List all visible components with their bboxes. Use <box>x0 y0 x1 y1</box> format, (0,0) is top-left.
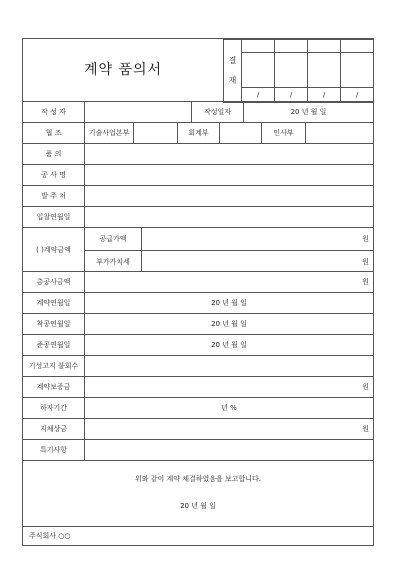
penalty-field[interactable] <box>85 419 373 439</box>
dept-hr: 인사부 <box>261 123 305 143</box>
start-date-label: 착공연월일 <box>23 314 85 334</box>
total-amount-field[interactable] <box>85 272 373 292</box>
company-row <box>23 526 373 545</box>
dept-accounting: 회계부 <box>177 123 219 143</box>
item-field[interactable] <box>85 144 373 164</box>
dept-technology: 기술사업본부 <box>88 129 130 137</box>
write-date-field[interactable]: 20 년 월 일 <box>243 102 373 122</box>
dept-technology-sign[interactable] <box>133 123 177 143</box>
row-bid-date <box>23 206 373 227</box>
project-label: 공 사 명 <box>23 165 85 185</box>
approval-header-cell <box>308 40 341 53</box>
approval-sign-cell[interactable] <box>275 53 308 88</box>
vat-field[interactable] <box>141 250 373 272</box>
contract-date-field[interactable]: 20 년 월 일 <box>211 299 247 307</box>
company-name: 주식회사 ○○ <box>29 532 71 540</box>
report-statement-block <box>23 460 373 526</box>
row-completion-date <box>23 334 373 355</box>
start-date-field[interactable]: 20 년 월 일 <box>211 320 247 328</box>
approval-header-cell <box>275 40 308 53</box>
row-total-amount <box>23 271 373 292</box>
approval-date-cell[interactable]: / <box>275 88 308 103</box>
row-penalty <box>23 418 373 439</box>
write-date-label: 작성일자 <box>191 102 243 122</box>
progress-count-field[interactable] <box>85 356 373 376</box>
approval-label: 결 재 <box>224 40 242 103</box>
row-deposit <box>23 376 373 397</box>
dept-accounting-sign[interactable] <box>219 123 261 143</box>
approval-date-cell[interactable]: / <box>242 88 275 103</box>
penalty-unit: 원 <box>362 425 369 433</box>
row-progress-count <box>23 355 373 376</box>
deposit-unit: 원 <box>362 383 369 391</box>
dept-hr-sign[interactable] <box>305 123 373 143</box>
penalty-label: 지체상금 <box>23 419 85 439</box>
supply-price-unit: 원 <box>362 235 369 243</box>
completion-date-field[interactable]: 20 년 월 일 <box>211 341 247 349</box>
contract-approval-form <box>22 38 374 546</box>
progress-count-label: 기성고지 불회수 <box>23 356 85 376</box>
writer-field[interactable] <box>85 102 191 122</box>
cooperation-label: 협 조 <box>23 123 85 143</box>
report-statement: 위와 같이 계약 체결하였음을 보고합니다. <box>134 475 262 483</box>
total-amount-label: 총공사금액 <box>23 272 85 292</box>
notes-label: 특기사항 <box>23 440 85 460</box>
row-client <box>23 185 373 206</box>
row-contract-amount <box>23 227 373 271</box>
approval-sign-cell[interactable] <box>242 53 275 88</box>
approval-header-cell <box>341 40 374 53</box>
row-warranty <box>23 397 373 418</box>
approval-grid <box>223 39 374 103</box>
client-field[interactable] <box>85 186 373 206</box>
client-label: 발 주 처 <box>23 186 85 206</box>
vat-unit: 원 <box>362 257 369 266</box>
vat-label: 부가가치세 <box>85 250 141 272</box>
form-title: 계약 품의서 <box>83 62 163 78</box>
notes-field[interactable] <box>85 440 373 460</box>
approval-sign-cell[interactable] <box>308 53 341 88</box>
row-project <box>23 164 373 185</box>
row-contract-date <box>23 292 373 313</box>
supply-price-label: 공급가액 <box>99 235 127 243</box>
completion-date-label: 준공연월일 <box>23 335 85 355</box>
bid-date-field[interactable] <box>85 207 373 227</box>
warranty-field[interactable]: 년 % <box>221 404 237 412</box>
supply-price-field[interactable] <box>141 228 373 250</box>
approval-header-cell <box>242 40 275 53</box>
contract-amount-label: ( )계약금액 <box>23 228 85 271</box>
report-date[interactable]: 20 년 월 일 <box>180 502 216 510</box>
row-item <box>23 143 373 164</box>
warranty-label: 하자기간 <box>23 398 85 418</box>
item-label: 품 의 <box>23 144 85 164</box>
row-start-date <box>23 313 373 334</box>
contract-date-label: 계약연월일 <box>23 293 85 313</box>
total-amount-unit: 원 <box>362 278 369 286</box>
row-notes <box>23 439 373 460</box>
deposit-field[interactable] <box>85 377 373 397</box>
deposit-label: 계약보증금 <box>23 377 85 397</box>
row-writer <box>23 101 373 122</box>
approval-sign-cell[interactable] <box>341 53 374 88</box>
approval-date-cell[interactable]: / <box>308 88 341 103</box>
approval-date-cell[interactable]: / <box>341 88 374 103</box>
row-cooperation <box>23 122 373 143</box>
writer-label: 작 성 자 <box>23 102 85 122</box>
bid-date-label: 입찰연월일 <box>23 207 85 227</box>
project-field[interactable] <box>85 165 373 185</box>
